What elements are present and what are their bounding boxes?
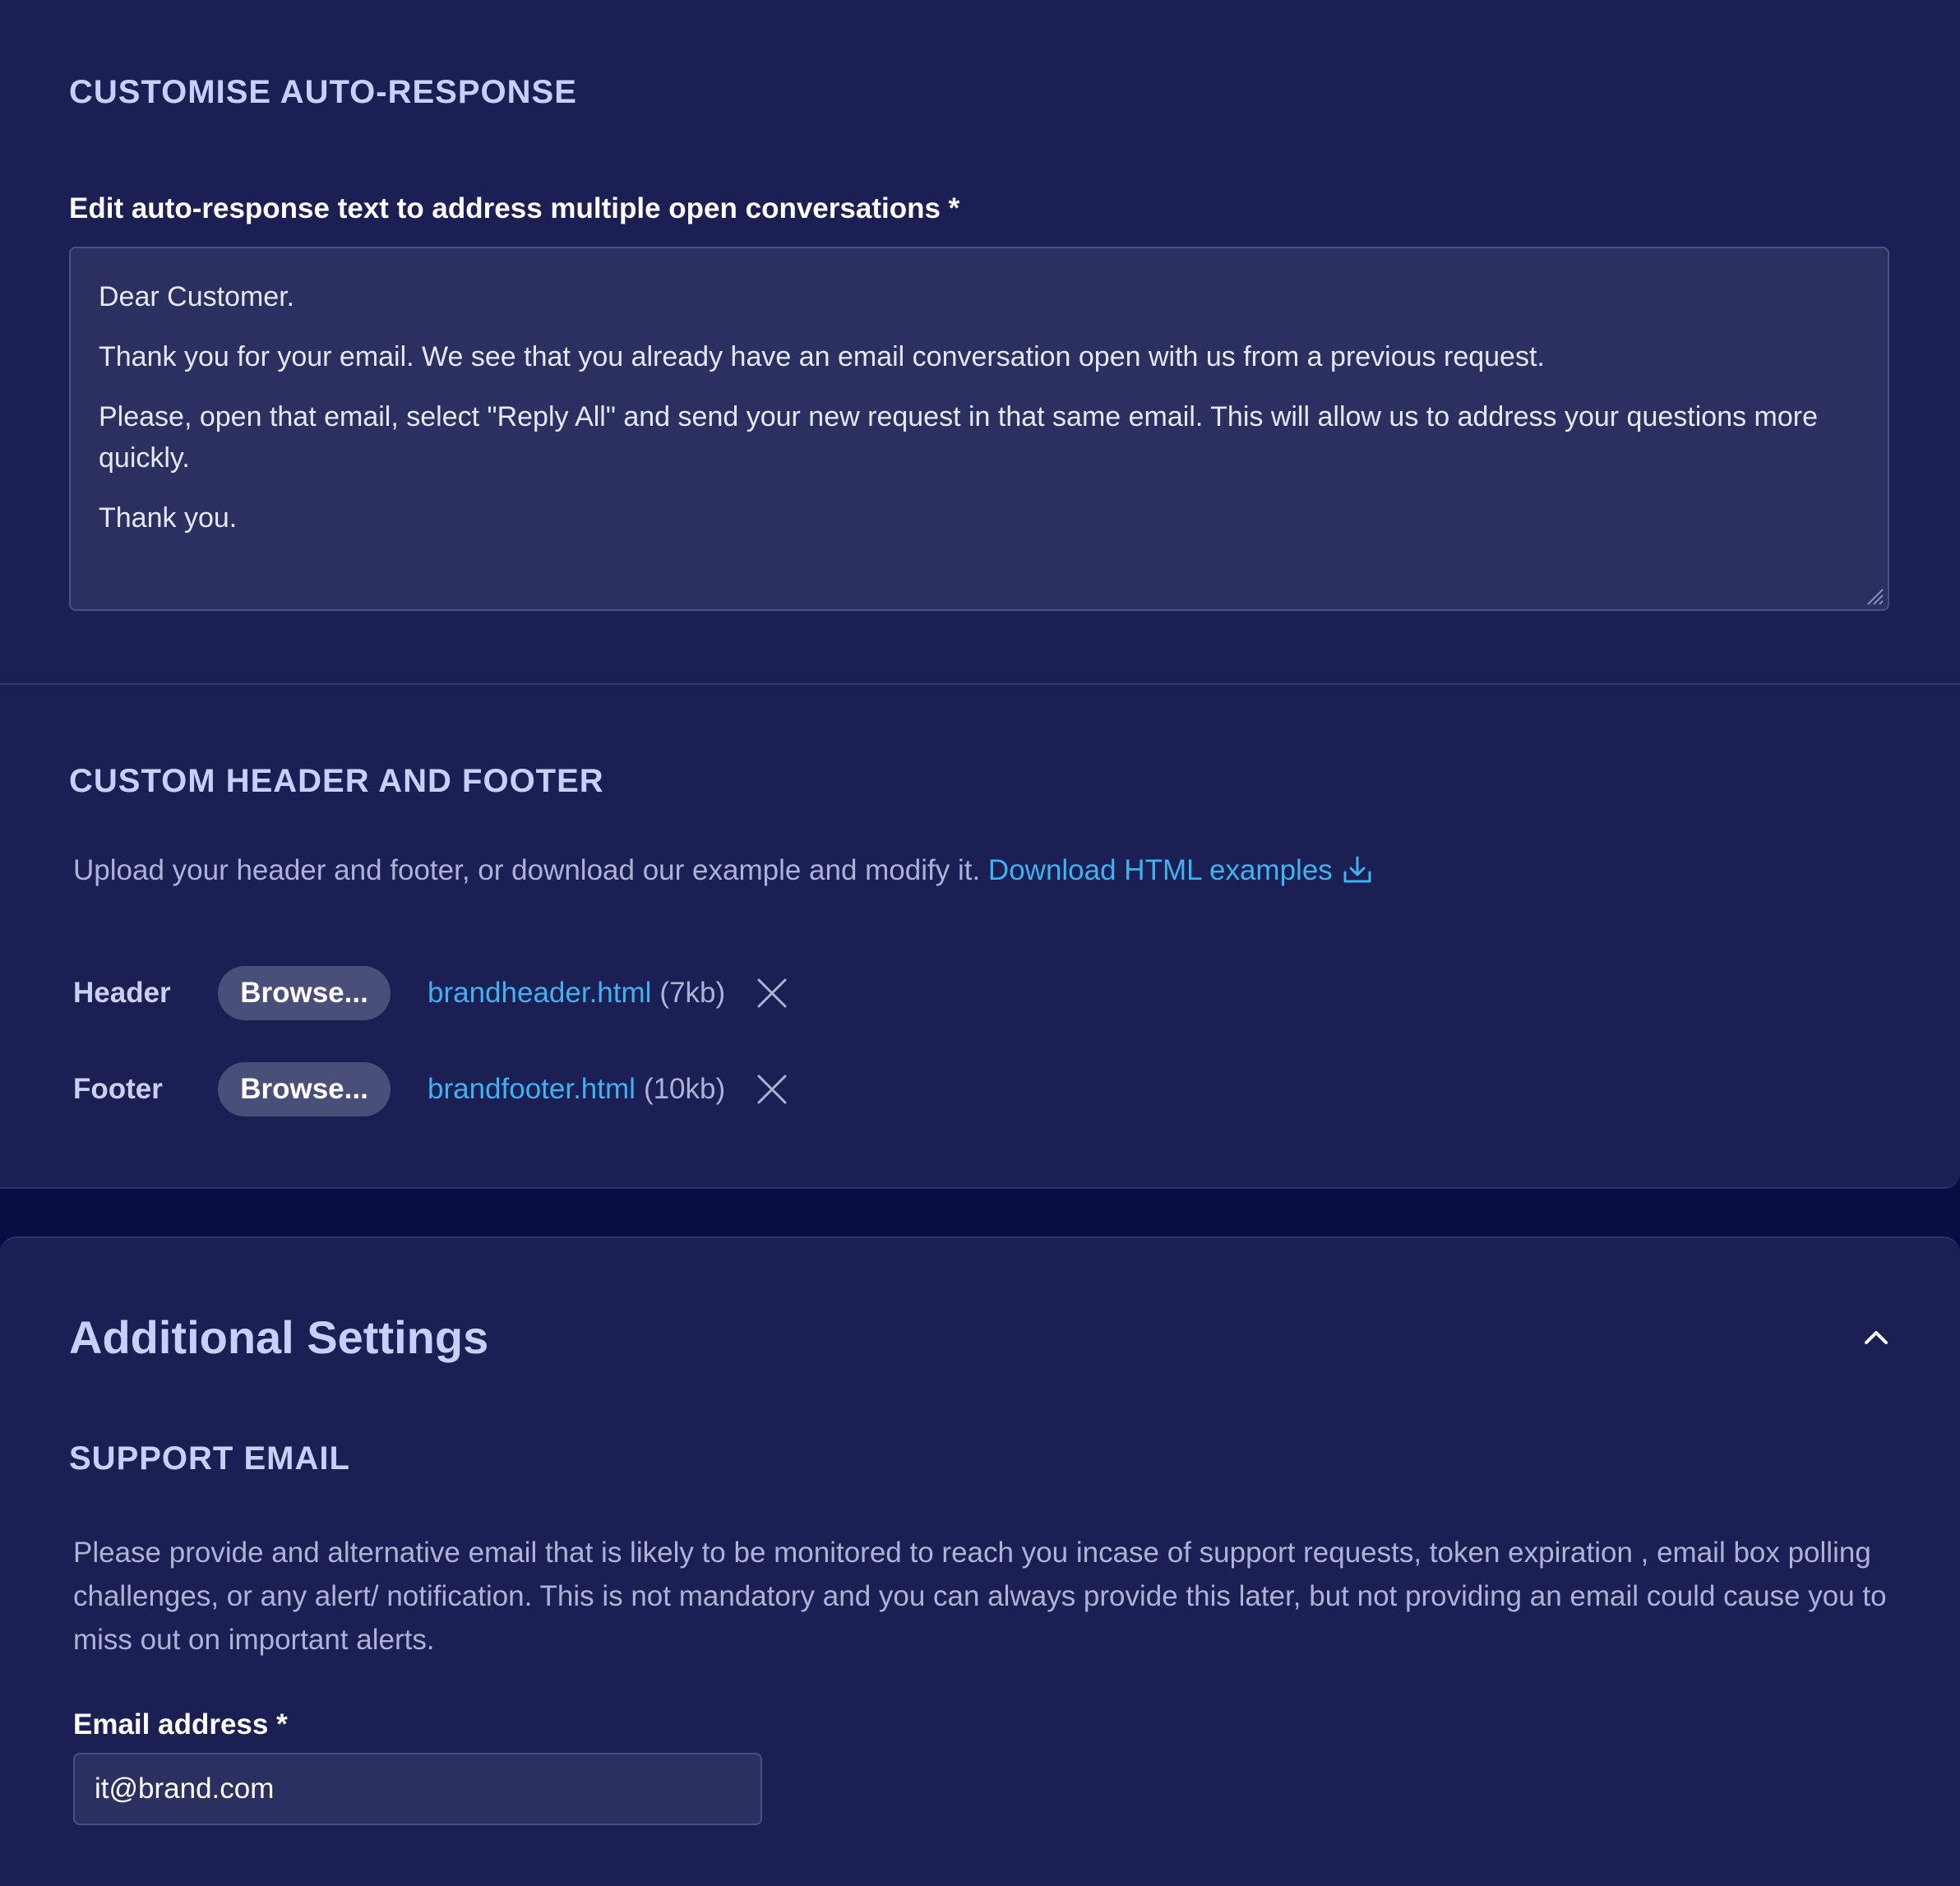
header-browse-button[interactable]: Browse... (218, 966, 391, 1020)
close-icon (756, 1074, 788, 1105)
header-remove-button[interactable] (756, 978, 788, 1009)
footer-file-size: (10kb) (643, 1073, 726, 1105)
header-file-size: (7kb) (659, 977, 726, 1009)
textarea-paragraph: Dear Customer. (99, 281, 295, 312)
close-icon (756, 978, 788, 1009)
footer-browse-button[interactable]: Browse... (218, 1062, 391, 1116)
download-html-examples-link[interactable] (988, 848, 1374, 892)
auto-response-textarea[interactable] (69, 247, 1889, 611)
header-upload-row (73, 965, 788, 1021)
header-footer-section-title: CUSTOM HEADER AND FOOTER (69, 763, 604, 799)
header-row-label: Header (73, 977, 171, 1009)
footer-remove-button[interactable] (756, 1074, 788, 1105)
footer-file-link[interactable]: brandfooter.html (428, 1073, 636, 1105)
textarea-paragraph: Thank you for your email. We see that you already have an email conversation open with us from a previous request. (99, 341, 1545, 372)
email-address-value: it@brand.com (95, 1773, 275, 1805)
header-footer-description: Upload your header and footer, or download our example and modify it. (73, 854, 981, 886)
header-file-link[interactable]: brandheader.html (428, 977, 652, 1009)
support-email-description: Please provide and alternative email that is likely to be monitored to reach you incase of support requests, token expiration , email box polling challenges, or any alert/ notification. This is not mandatory and you can always provide this later, but not providing an email could cause you to miss out on important alerts. (73, 1537, 1887, 1656)
auto-response-section-title: CUSTOMISE AUTO-RESPONSE (69, 74, 577, 110)
section-divider (0, 683, 1960, 685)
support-email-section-title: SUPPORT EMAIL (69, 1440, 350, 1477)
download-link-label: Download HTML examples (987, 854, 1333, 886)
header-footer-description-line (73, 848, 1374, 892)
chevron-up-icon[interactable] (1860, 1320, 1893, 1353)
download-icon (1341, 854, 1374, 887)
email-address-label: Email address * (73, 1708, 288, 1740)
footer-row-label: Footer (73, 1073, 163, 1105)
resize-grip-icon[interactable] (1863, 585, 1884, 606)
textarea-paragraph: Thank you. (99, 502, 238, 534)
additional-settings-title: Additional Settings (69, 1311, 489, 1363)
footer-upload-row (73, 1061, 788, 1117)
auto-response-field-label: Edit auto-response text to address multiple open conversations * (69, 192, 960, 224)
textarea-paragraph: Please, open that email, select "Reply All" and send your new request in that same email. This will allow us to address your questions more quickly. (99, 401, 1819, 474)
email-address-input[interactable] (73, 1753, 762, 1825)
